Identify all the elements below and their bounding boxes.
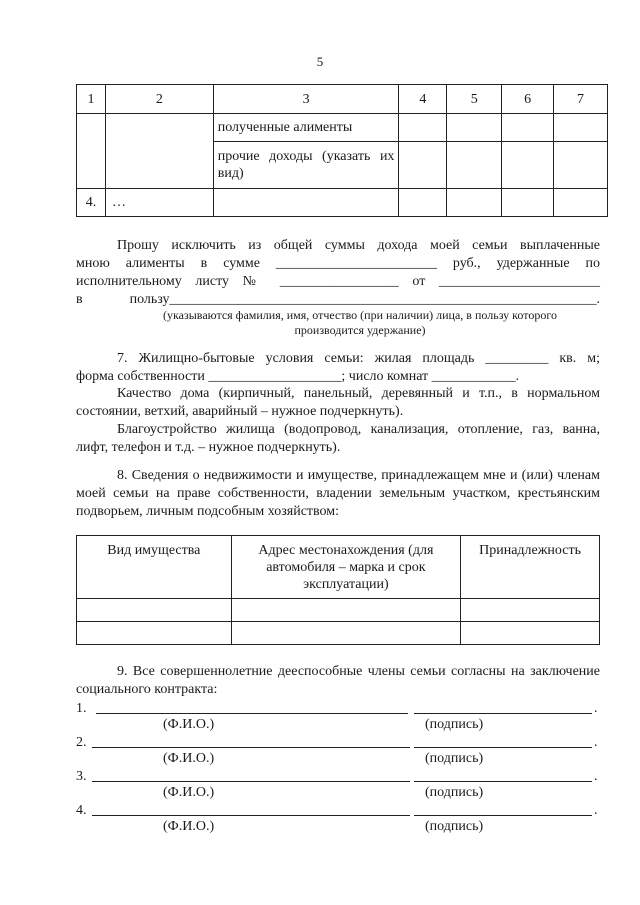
fio-line — [92, 781, 410, 782]
column-header: 5 — [447, 85, 502, 114]
table-cell — [447, 189, 502, 217]
line-end-dot: . — [594, 735, 598, 750]
fio-caption: (Ф.И.О.) — [163, 717, 215, 732]
table-cell — [399, 142, 447, 189]
table-cell — [502, 142, 554, 189]
fio-line — [92, 747, 410, 748]
signature-caption: (подпись) — [425, 751, 484, 766]
section8-text: 8. Сведения о недвижимости и имуществе, принадлежащем мне и (или) членам моей семьи на праве собственности, владении земельным участком, крестьянским подворьем, личным подсобным хозяйством: — [76, 468, 600, 519]
table-cell — [77, 114, 106, 189]
signature-number: 1. — [76, 701, 87, 716]
table-cell — [502, 114, 554, 142]
table-cell — [502, 189, 554, 217]
fio-caption: (Ф.И.О.) — [163, 751, 215, 766]
table-cell — [77, 622, 232, 645]
alimony-line-2: мною алименты в сумме _______________________ руб., удержанные по — [76, 256, 600, 271]
fio-caption: (Ф.И.О.) — [163, 785, 215, 800]
table-cell — [447, 142, 502, 189]
table-cell — [461, 599, 600, 622]
alimony-line-1: Прошу исключить из общей суммы дохода моей семьи выплаченные — [117, 238, 600, 253]
table-cell — [461, 622, 600, 645]
page-number: 5 — [316, 54, 324, 69]
signature-caption: (подпись) — [425, 819, 484, 834]
signature-line — [414, 815, 592, 816]
section7-line-1: 7. Жилищно-бытовые условия семьи: жилая площадь _________ кв. м; — [117, 351, 600, 366]
column-header: 1 — [77, 85, 106, 114]
signature-number: 2. — [76, 735, 87, 750]
table-cell — [105, 114, 213, 189]
table-cell — [554, 142, 608, 189]
table-header-row — [77, 536, 600, 599]
column-header: 4 — [399, 85, 447, 114]
signature-line — [414, 747, 592, 748]
table-cell — [231, 599, 461, 622]
alimony-note: (указываются фамилия, имя, отчество (при наличии) лица, в пользу которого производится удержание) — [163, 308, 557, 337]
property-table — [76, 535, 600, 645]
column-header-address: Адрес местонахождения (для автомобиля – марка и срок эксплуатации) — [231, 536, 461, 599]
table-cell — [399, 189, 447, 217]
signature-line — [414, 781, 592, 782]
table-row — [77, 622, 600, 645]
section7-amenities: Благоустройство жилища (водопровод, канализация, отопление, газ, ванна, лифт, телефон и т.д. – нужное подчеркнуть). — [76, 422, 600, 455]
column-header-ownership: Принадлежность — [461, 536, 600, 599]
income-table — [76, 84, 608, 217]
table-row — [77, 599, 600, 622]
table-cell-other-income: прочие доходы (указать их вид) — [213, 142, 399, 189]
signature-number: 4. — [76, 803, 87, 818]
table-header-row — [77, 85, 608, 114]
line-end-dot: . — [594, 803, 598, 818]
section9-text: 9. Все совершеннолетние дееспособные члены семьи согласны на заключение социального контракта: — [76, 664, 600, 697]
signature-number: 3. — [76, 769, 87, 784]
alimony-line-3: исполнительному листу № _________________ от _______________________ — [76, 274, 600, 289]
column-header-property-type: Вид имущества — [77, 536, 232, 599]
table-cell — [77, 599, 232, 622]
column-header: 7 — [554, 85, 608, 114]
table-row — [77, 114, 608, 142]
fio-line — [92, 815, 410, 816]
table-cell — [231, 622, 461, 645]
line-end-dot: . — [594, 701, 598, 716]
signature-line — [414, 713, 592, 714]
table-cell — [554, 114, 608, 142]
column-header: 6 — [502, 85, 554, 114]
section7-house-quality: Качество дома (кирпичный, панельный, деревянный и т.п., в нормальном состоянии, ветхий, аварийный – нужное подчеркнуть). — [76, 386, 600, 419]
fio-caption: (Ф.И.О.) — [163, 819, 215, 834]
signature-caption: (подпись) — [425, 717, 484, 732]
table-cell — [399, 114, 447, 142]
table-cell — [213, 189, 399, 217]
column-header: 3 — [213, 85, 399, 114]
section7-line-2: форма собственности ___________________; число комнат ____________. — [76, 369, 520, 384]
table-row — [77, 189, 608, 217]
line-end-dot: . — [594, 769, 598, 784]
table-cell — [447, 114, 502, 142]
alimony-line-4: в пользу_____________________________________________________________. — [76, 292, 600, 307]
table-cell-row-number: 4. — [77, 189, 106, 217]
table-cell-ellipsis: … — [105, 189, 213, 217]
table-cell-received-alimony: полученные алименты — [213, 114, 399, 142]
column-header: 2 — [105, 85, 213, 114]
fio-line — [96, 713, 408, 714]
table-cell — [554, 189, 608, 217]
signature-caption: (подпись) — [425, 785, 484, 800]
